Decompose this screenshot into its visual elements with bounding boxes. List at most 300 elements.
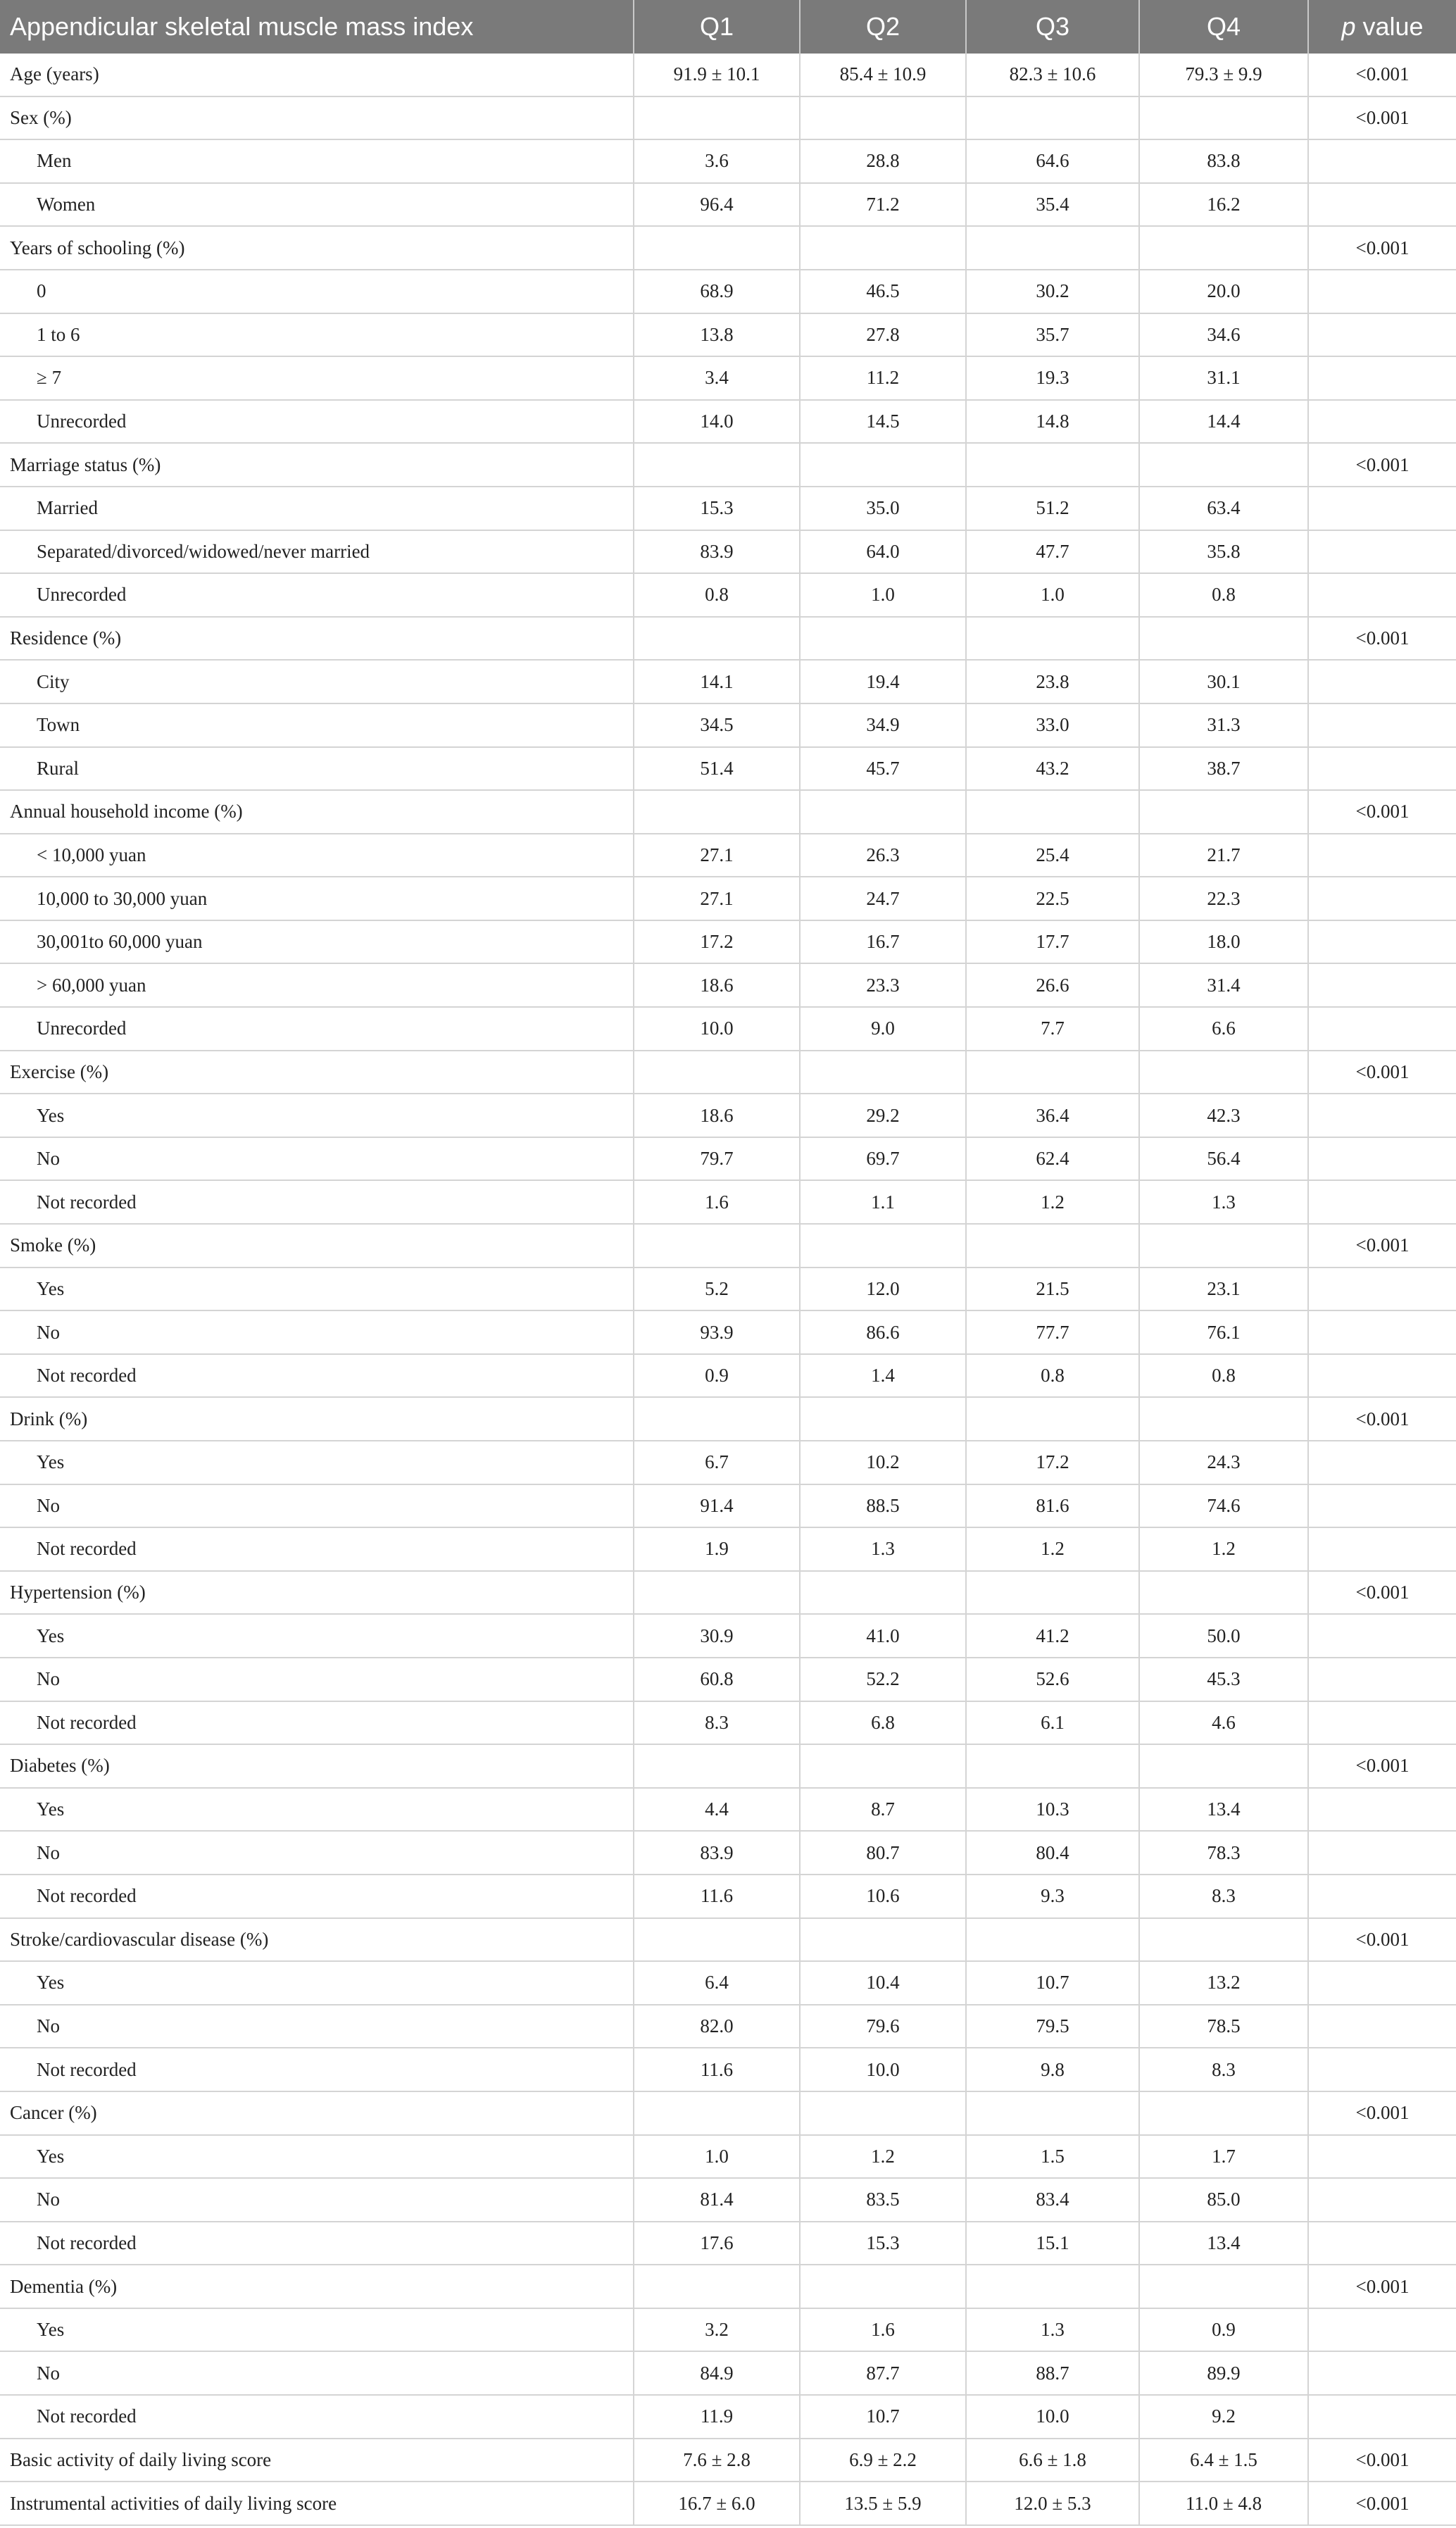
row-label: Age (years) [0, 54, 634, 96]
cell-q3: 9.3 [966, 1875, 1139, 1918]
cell-q3: 41.2 [966, 1614, 1139, 1658]
cell-p-value: <0.001 [1308, 1571, 1456, 1615]
cell-q1: 17.2 [634, 920, 800, 964]
table-subrow [0, 1614, 1456, 1658]
cell-q3: 33.0 [966, 703, 1139, 747]
row-label: Town [0, 703, 634, 747]
cell-q1: 96.4 [634, 183, 800, 227]
cell-p-value [1308, 834, 1456, 877]
cell-q2: 11.2 [800, 356, 966, 400]
cell-q1 [634, 1918, 800, 1962]
cell-q4: 16.2 [1139, 183, 1308, 227]
cell-q3: 19.3 [966, 356, 1139, 400]
cell-q3: 30.2 [966, 270, 1139, 313]
row-label: Drink (%) [0, 1397, 634, 1441]
row-label: Separated/divorced/widowed/never married [0, 530, 634, 574]
cell-p-value: <0.001 [1308, 226, 1456, 270]
cell-q3: 1.5 [966, 2135, 1139, 2179]
cell-q1: 16.7 ± 6.0 [634, 2482, 800, 2525]
cell-q3: 83.4 [966, 2178, 1139, 2222]
row-label: Dementia (%) [0, 2265, 634, 2308]
row-label: Yes [0, 1961, 634, 2005]
cell-q2: 8.7 [800, 1788, 966, 1832]
cell-p-value [1308, 1527, 1456, 1571]
cell-q1: 82.0 [634, 2005, 800, 2048]
cell-q1: 14.0 [634, 400, 800, 444]
cell-q1 [634, 226, 800, 270]
cell-q4: 20.0 [1139, 270, 1308, 313]
cell-q2: 16.7 [800, 920, 966, 964]
table-row [0, 790, 1456, 834]
row-label: Years of schooling (%) [0, 226, 634, 270]
cell-q3 [966, 96, 1139, 140]
cell-q2: 6.8 [800, 1701, 966, 1745]
table-subrow [0, 747, 1456, 791]
cell-q1 [634, 2265, 800, 2308]
cell-q4: 78.3 [1139, 1831, 1308, 1875]
cell-q4: 85.0 [1139, 2178, 1308, 2222]
table-row [0, 617, 1456, 661]
cell-q4 [1139, 443, 1308, 487]
cell-p-value [1308, 1094, 1456, 1137]
row-label: Yes [0, 1788, 634, 1832]
cell-q3: 21.5 [966, 1268, 1139, 1311]
cell-q1 [634, 96, 800, 140]
table-subrow [0, 1007, 1456, 1051]
cell-q1: 4.4 [634, 1788, 800, 1832]
table-subrow [0, 1094, 1456, 1137]
cell-q4: 79.3 ± 9.9 [1139, 54, 1308, 96]
table-subrow [0, 2135, 1456, 2179]
cell-q1: 0.9 [634, 1354, 800, 1398]
cell-q2: 28.8 [800, 139, 966, 183]
cell-q3: 9.8 [966, 2048, 1139, 2091]
cell-q1: 1.0 [634, 2135, 800, 2179]
cell-q2: 80.7 [800, 1831, 966, 1875]
table-subrow [0, 1268, 1456, 1311]
table-subrow [0, 1354, 1456, 1398]
cell-q4: 23.1 [1139, 1268, 1308, 1311]
cell-p-value: <0.001 [1308, 2091, 1456, 2135]
cell-q1: 60.8 [634, 1658, 800, 1701]
cell-q3: 1.3 [966, 2308, 1139, 2352]
cell-p-value [1308, 1441, 1456, 1484]
cell-q1: 15.3 [634, 487, 800, 530]
cell-q3: 10.0 [966, 2395, 1139, 2439]
cell-p-value [1308, 1137, 1456, 1181]
cell-q2: 19.4 [800, 660, 966, 703]
header-p-value [1308, 0, 1456, 54]
cell-q1: 7.6 ± 2.8 [634, 2439, 800, 2482]
table-body [0, 54, 1456, 2525]
cell-q1: 68.9 [634, 270, 800, 313]
cell-q1 [634, 1051, 800, 1094]
cell-q2: 10.6 [800, 1875, 966, 1918]
cell-q1: 6.4 [634, 1961, 800, 2005]
cell-q3 [966, 1571, 1139, 1615]
cell-q4: 89.9 [1139, 2351, 1308, 2395]
cell-q3: 51.2 [966, 487, 1139, 530]
cell-q4: 45.3 [1139, 1658, 1308, 1701]
cell-q3 [966, 1224, 1139, 1268]
cell-p-value [1308, 920, 1456, 964]
cell-q4: 14.4 [1139, 400, 1308, 444]
cell-q2: 10.2 [800, 1441, 966, 1484]
cell-q1: 84.9 [634, 2351, 800, 2395]
table-subrow [0, 270, 1456, 313]
cell-q1: 3.2 [634, 2308, 800, 2352]
row-label: No [0, 1137, 634, 1181]
cell-p-value: <0.001 [1308, 443, 1456, 487]
cell-p-value [1308, 1007, 1456, 1051]
cell-q4: 76.1 [1139, 1310, 1308, 1354]
cell-p-value [1308, 356, 1456, 400]
cell-p-value: <0.001 [1308, 1744, 1456, 1788]
row-label: Yes [0, 1614, 634, 1658]
cell-p-value [1308, 1788, 1456, 1832]
cell-q3: 64.6 [966, 139, 1139, 183]
cell-q3 [966, 617, 1139, 661]
cell-q1: 27.1 [634, 834, 800, 877]
row-label: Not recorded [0, 1701, 634, 1745]
cell-q1: 11.9 [634, 2395, 800, 2439]
cell-q1: 91.4 [634, 1484, 800, 1528]
row-label: Not recorded [0, 1180, 634, 1224]
cell-q3: 10.7 [966, 1961, 1139, 2005]
table-subrow [0, 2048, 1456, 2091]
cell-q4 [1139, 96, 1308, 140]
cell-p-value [1308, 1701, 1456, 1745]
cell-q2: 1.0 [800, 573, 966, 617]
table-subrow [0, 356, 1456, 400]
cell-q2: 1.3 [800, 1527, 966, 1571]
cell-q1: 0.8 [634, 573, 800, 617]
table-subrow [0, 2222, 1456, 2265]
row-label: Not recorded [0, 1354, 634, 1398]
cell-q1: 1.9 [634, 1527, 800, 1571]
row-label: Diabetes (%) [0, 1744, 634, 1788]
table-row [0, 1918, 1456, 1962]
cell-q4 [1139, 790, 1308, 834]
table-subrow [0, 660, 1456, 703]
cell-q2: 35.0 [800, 487, 966, 530]
cell-p-value [1308, 1354, 1456, 1398]
row-label: ≥ 7 [0, 356, 634, 400]
row-label: Women [0, 183, 634, 227]
table-subrow [0, 920, 1456, 964]
cell-q1: 83.9 [634, 530, 800, 574]
cell-q4 [1139, 1918, 1308, 1962]
table-subrow [0, 139, 1456, 183]
cell-p-value: <0.001 [1308, 2482, 1456, 2525]
cell-q3: 6.1 [966, 1701, 1139, 1745]
cell-q3: 6.6 ± 1.8 [966, 2439, 1139, 2482]
cell-q1: 11.6 [634, 1875, 800, 1918]
table-subrow [0, 1137, 1456, 1181]
cell-q1: 91.9 ± 10.1 [634, 54, 800, 96]
table-row [0, 226, 1456, 270]
cell-p-value [1308, 400, 1456, 444]
cell-q1 [634, 1397, 800, 1441]
cell-p-value [1308, 270, 1456, 313]
cell-p-value [1308, 747, 1456, 791]
header-q4: Q4 [1139, 0, 1308, 54]
row-label: No [0, 1658, 634, 1701]
cell-q4: 31.3 [1139, 703, 1308, 747]
table-subrow [0, 703, 1456, 747]
cell-q4: 38.7 [1139, 747, 1308, 791]
row-label: Hypertension (%) [0, 1571, 634, 1615]
cell-q4 [1139, 1051, 1308, 1094]
table-row [0, 2439, 1456, 2482]
cell-q2 [800, 1397, 966, 1441]
row-label: Unrecorded [0, 1007, 634, 1051]
cell-q1: 34.5 [634, 703, 800, 747]
cell-q1 [634, 1571, 800, 1615]
cell-p-value [1308, 1875, 1456, 1918]
cell-q3: 62.4 [966, 1137, 1139, 1181]
cell-q3 [966, 790, 1139, 834]
row-label: Yes [0, 1268, 634, 1311]
cell-q3: 17.2 [966, 1441, 1139, 1484]
cell-q3: 15.1 [966, 2222, 1139, 2265]
table-subrow [0, 1831, 1456, 1875]
cell-q3 [966, 2091, 1139, 2135]
cell-q3: 81.6 [966, 1484, 1139, 1528]
cell-q3 [966, 226, 1139, 270]
cell-p-value [1308, 573, 1456, 617]
row-label: 10,000 to 30,000 yuan [0, 877, 634, 920]
cell-q4 [1139, 1224, 1308, 1268]
header-q1: Q1 [634, 0, 800, 54]
cell-q2: 27.8 [800, 313, 966, 357]
row-label: Unrecorded [0, 400, 634, 444]
row-label: Men [0, 139, 634, 183]
cell-q2: 10.0 [800, 2048, 966, 2091]
cell-q2: 29.2 [800, 1094, 966, 1137]
row-label: Rural [0, 747, 634, 791]
cell-q1 [634, 790, 800, 834]
cell-q3: 35.4 [966, 183, 1139, 227]
table-subrow [0, 1310, 1456, 1354]
cell-q1: 51.4 [634, 747, 800, 791]
cell-p-value [1308, 1484, 1456, 1528]
row-label: 30,001to 60,000 yuan [0, 920, 634, 964]
cell-q1: 11.6 [634, 2048, 800, 2091]
table-subrow [0, 2308, 1456, 2352]
table-subrow [0, 1788, 1456, 1832]
cell-q2 [800, 96, 966, 140]
table-subrow [0, 1875, 1456, 1918]
cell-q4: 13.4 [1139, 2222, 1308, 2265]
cell-q2: 14.5 [800, 400, 966, 444]
cell-q2 [800, 617, 966, 661]
cell-q1: 93.9 [634, 1310, 800, 1354]
cell-q1: 18.6 [634, 1094, 800, 1137]
row-label: Marriage status (%) [0, 443, 634, 487]
row-label: Annual household income (%) [0, 790, 634, 834]
row-label: Not recorded [0, 2395, 634, 2439]
row-label: Basic activity of daily living score [0, 2439, 634, 2482]
header-q2: Q2 [800, 0, 966, 54]
cell-q2: 10.4 [800, 1961, 966, 2005]
cell-q2 [800, 790, 966, 834]
cell-q3: 36.4 [966, 1094, 1139, 1137]
row-label: Stroke/cardiovascular disease (%) [0, 1918, 634, 1962]
row-label: City [0, 660, 634, 703]
table-subrow [0, 1701, 1456, 1745]
cell-q3: 12.0 ± 5.3 [966, 2482, 1139, 2525]
table-subrow [0, 1441, 1456, 1484]
cell-p-value: <0.001 [1308, 1397, 1456, 1441]
cell-p-value [1308, 877, 1456, 920]
row-label: 1 to 6 [0, 313, 634, 357]
cell-q4: 56.4 [1139, 1137, 1308, 1181]
cell-p-value [1308, 1268, 1456, 1311]
header-row [0, 0, 1456, 54]
cell-q2: 1.6 [800, 2308, 966, 2352]
cell-q1: 14.1 [634, 660, 800, 703]
cell-q2 [800, 443, 966, 487]
cell-q2: 26.3 [800, 834, 966, 877]
cell-q2: 87.7 [800, 2351, 966, 2395]
cell-q4: 11.0 ± 4.8 [1139, 2482, 1308, 2525]
cell-p-value [1308, 1961, 1456, 2005]
cell-q3: 26.6 [966, 963, 1139, 1007]
cell-q3: 77.7 [966, 1310, 1139, 1354]
cell-q3: 7.7 [966, 1007, 1139, 1051]
table-subrow [0, 313, 1456, 357]
cell-p-value: <0.001 [1308, 54, 1456, 96]
table-row [0, 1744, 1456, 1788]
cell-q3: 1.2 [966, 1527, 1139, 1571]
cell-q4 [1139, 226, 1308, 270]
cell-q1: 83.9 [634, 1831, 800, 1875]
cell-q2 [800, 1744, 966, 1788]
cell-q2: 24.7 [800, 877, 966, 920]
cell-q2: 88.5 [800, 1484, 966, 1528]
row-label: Instrumental activities of daily living score [0, 2482, 634, 2525]
cell-q1: 3.4 [634, 356, 800, 400]
row-label: No [0, 1831, 634, 1875]
row-label: Smoke (%) [0, 1224, 634, 1268]
cell-q2: 1.2 [800, 2135, 966, 2179]
cell-q3: 17.7 [966, 920, 1139, 964]
row-label: Yes [0, 1094, 634, 1137]
cell-q2: 10.7 [800, 2395, 966, 2439]
cell-q4: 78.5 [1139, 2005, 1308, 2048]
cell-q1 [634, 2091, 800, 2135]
cell-q1: 8.3 [634, 1701, 800, 1745]
cell-q2 [800, 1571, 966, 1615]
header-label-column: Appendicular skeletal muscle mass index [0, 0, 634, 54]
cell-q4 [1139, 1744, 1308, 1788]
cell-q3 [966, 1744, 1139, 1788]
row-label: Cancer (%) [0, 2091, 634, 2135]
row-label: < 10,000 yuan [0, 834, 634, 877]
row-label: No [0, 1310, 634, 1354]
table-subrow [0, 1658, 1456, 1701]
cell-p-value: <0.001 [1308, 1918, 1456, 1962]
table-subrow [0, 1961, 1456, 2005]
row-label: Exercise (%) [0, 1051, 634, 1094]
cell-q2: 12.0 [800, 1268, 966, 1311]
cell-q4: 8.3 [1139, 2048, 1308, 2091]
cell-q1: 27.1 [634, 877, 800, 920]
cell-q4: 30.1 [1139, 660, 1308, 703]
cell-q4: 50.0 [1139, 1614, 1308, 1658]
cell-q2 [800, 1051, 966, 1094]
header-p-rest: value [1355, 12, 1424, 41]
cell-p-value [1308, 1831, 1456, 1875]
cell-q4: 4.6 [1139, 1701, 1308, 1745]
cell-q4: 34.6 [1139, 313, 1308, 357]
row-label: No [0, 1484, 634, 1528]
table-subrow [0, 2395, 1456, 2439]
table-row [0, 2091, 1456, 2135]
table-row [0, 1051, 1456, 1094]
table-subrow [0, 183, 1456, 227]
cell-p-value [1308, 183, 1456, 227]
cell-p-value [1308, 1658, 1456, 1701]
cell-q4: 8.3 [1139, 1875, 1308, 1918]
cell-q3: 23.8 [966, 660, 1139, 703]
cell-p-value [1308, 2308, 1456, 2352]
cell-q4 [1139, 617, 1308, 661]
table-row [0, 2265, 1456, 2308]
table-row [0, 1224, 1456, 1268]
row-label: Unrecorded [0, 573, 634, 617]
table-subrow [0, 530, 1456, 574]
cell-p-value: <0.001 [1308, 617, 1456, 661]
cell-q3: 88.7 [966, 2351, 1139, 2395]
cell-q4: 13.2 [1139, 1961, 1308, 2005]
cell-q1: 17.6 [634, 2222, 800, 2265]
table-row [0, 1571, 1456, 1615]
header-p-italic: p [1341, 12, 1356, 41]
table-row [0, 1397, 1456, 1441]
cell-q2: 1.4 [800, 1354, 966, 1398]
table-subrow [0, 1527, 1456, 1571]
cell-p-value [1308, 1310, 1456, 1354]
cell-q1: 13.8 [634, 313, 800, 357]
cell-p-value [1308, 660, 1456, 703]
cell-q2: 83.5 [800, 2178, 966, 2222]
cell-q1: 5.2 [634, 1268, 800, 1311]
cell-q1: 81.4 [634, 2178, 800, 2222]
cell-q3: 1.0 [966, 573, 1139, 617]
cell-q4 [1139, 1397, 1308, 1441]
cell-q2: 69.7 [800, 1137, 966, 1181]
cell-q3 [966, 443, 1139, 487]
cell-q2: 41.0 [800, 1614, 966, 1658]
cell-p-value: <0.001 [1308, 96, 1456, 140]
cell-q4: 63.4 [1139, 487, 1308, 530]
row-label: Yes [0, 1441, 634, 1484]
cell-q1: 18.6 [634, 963, 800, 1007]
cell-p-value [1308, 2395, 1456, 2439]
cell-q3: 22.5 [966, 877, 1139, 920]
row-label: Not recorded [0, 2048, 634, 2091]
cell-q4: 31.1 [1139, 356, 1308, 400]
cell-q3: 43.2 [966, 747, 1139, 791]
cell-q4: 0.8 [1139, 573, 1308, 617]
row-label: No [0, 2351, 634, 2395]
cell-q4: 1.2 [1139, 1527, 1308, 1571]
cell-q4 [1139, 1571, 1308, 1615]
cell-q4: 74.6 [1139, 1484, 1308, 1528]
table-subrow [0, 1484, 1456, 1528]
